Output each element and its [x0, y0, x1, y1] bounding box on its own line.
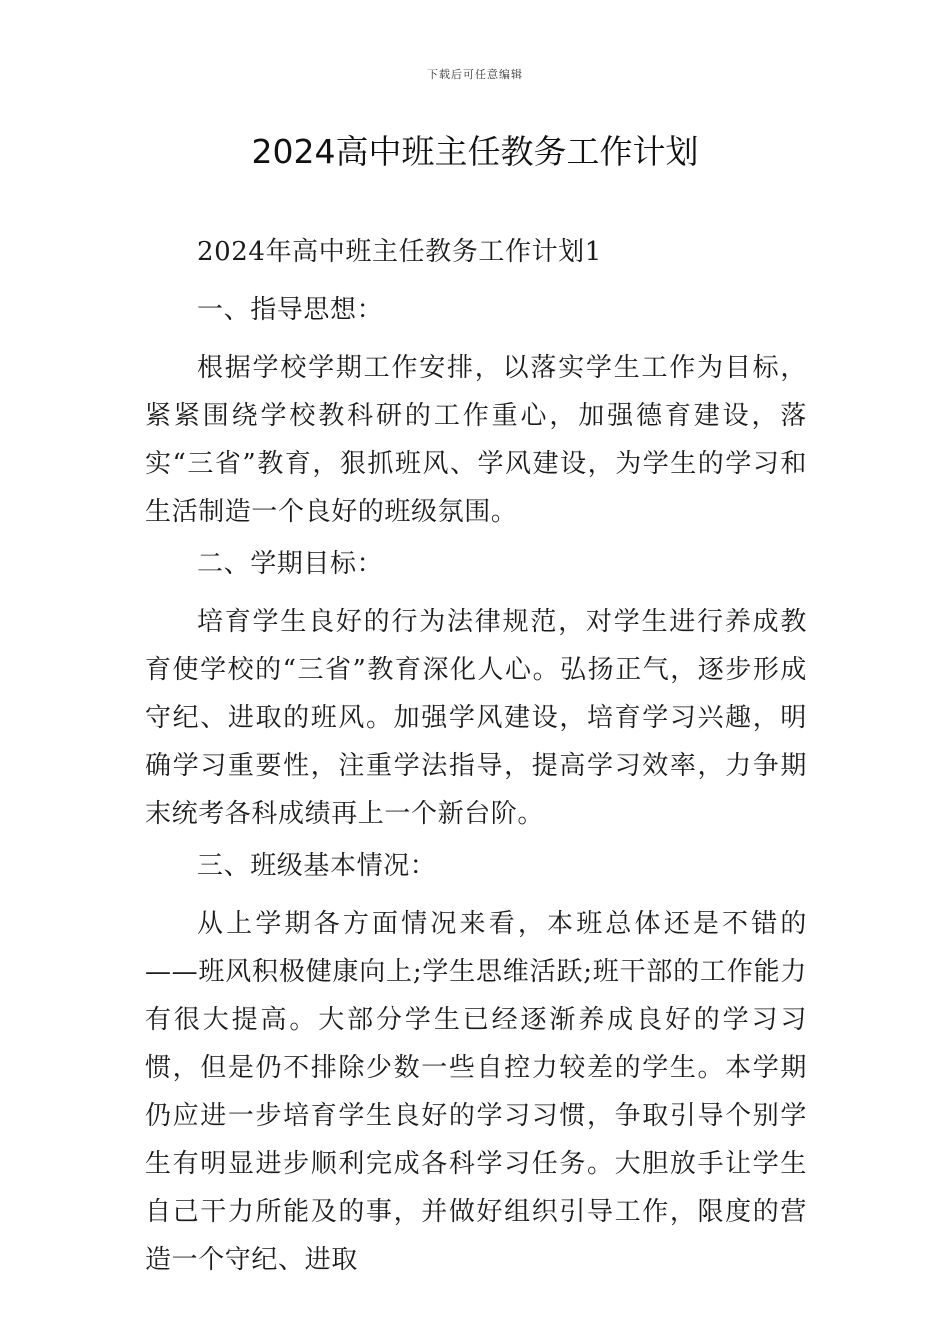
- section-body-guiding-ideology: 根据学校学期工作安排，以落实学生工作为目标，紧紧围绕学校教科研的工作重心，加强德育建设，落实“三省”教育，狠抓班风、学风建设，为学生的学习和生活制造一个良好的班级氛围。: [145, 353, 807, 527]
- section-body-semester-goals: 培育学生良好的行为法律规范，对学生进行养成教育使学校的“三省”教育深化人心。弘扬正气，逐步形成守纪、进取的班风。加强学风建设，培育学习兴趣，明确学习重要性，注重学法指导，提高学习效率，力争期末统考各科成绩再上一个新台阶。: [145, 607, 807, 829]
- section-heading-semester-goals: 二、学期目标：: [197, 549, 384, 579]
- document-body: [145, 228, 807, 1288]
- section-body-class-situation: 从上学期各方面情况来看，本班总体还是不错的——班风积极健康向上;学生思维活跃;班干部的工作能力有很大提高。大部分学生已经逐渐养成良好的学习习惯，但是仍不排除少数一些自控力较差的学生。本学期仍应进一步培育学生良好的学习习惯，争取引导个别学生有明显进步顺利完成各科学习任务。大胆放手让学生自己干力所能及的事，并做好组织引导工作，限度的营造一个守纪、进取: [145, 909, 807, 1275]
- document-subtitle: 2024年高中班主任教务工作计划1: [197, 237, 602, 267]
- header-note: 下载后可任意编辑: [427, 68, 523, 81]
- section-heading-guiding-ideology: 一、指导思想：: [197, 295, 384, 325]
- section-heading-class-situation: 三、班级基本情况：: [197, 851, 437, 881]
- document-title: 2024高中班主任教务工作计划: [251, 132, 699, 171]
